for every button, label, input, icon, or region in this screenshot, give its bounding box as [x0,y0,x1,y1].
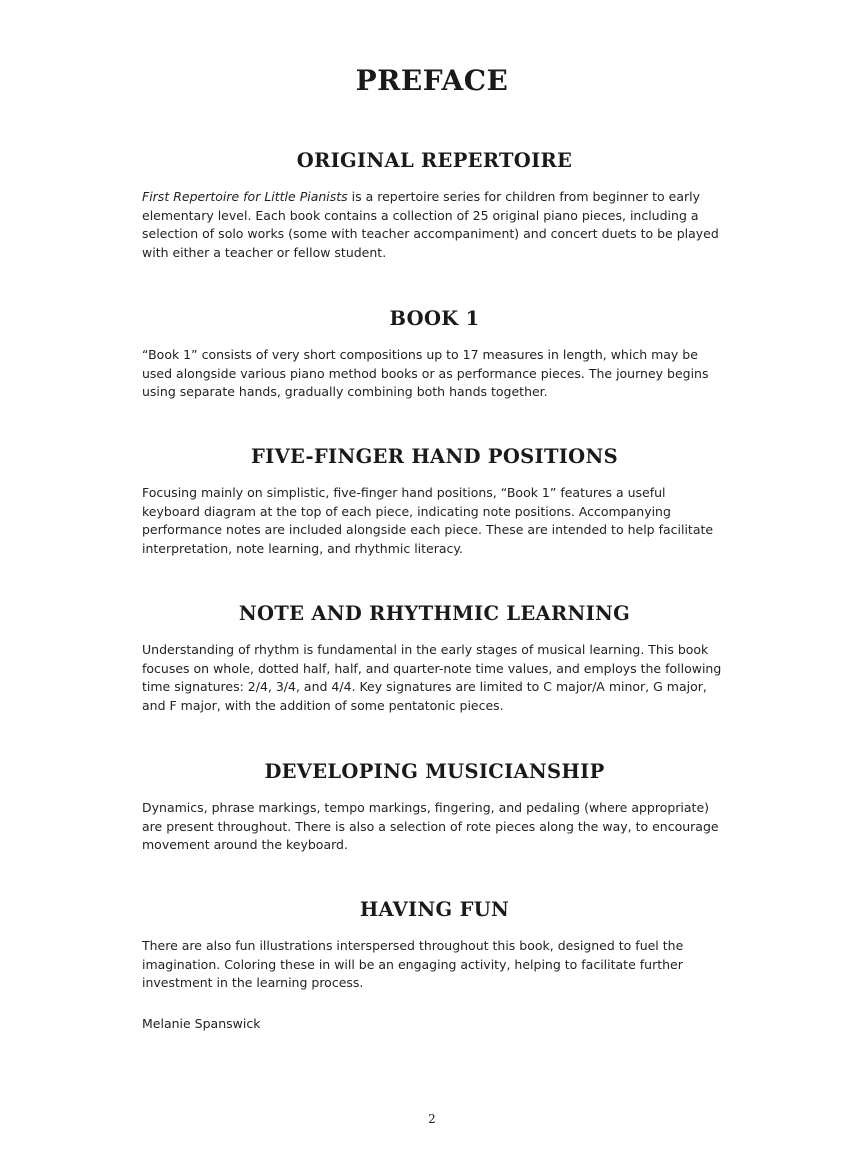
section-book-1 [142,307,727,402]
section-body: “Book 1” consists of very short compositions up to 17 measures in length, which may be used alongside various piano method books or as performance pieces. The journey begins using separate hands, gradually combining both hands together. [142,347,709,400]
section-heading: BOOK 1 [389,307,480,330]
section-five-finger-hand-positions [142,445,727,558]
section-heading: HAVING FUN [359,898,510,921]
section-having-fun [142,898,727,993]
series-title-italic: First Repertoire for Little Pianists [142,189,348,204]
section-body-text: is a repertoire series for children from beginner to early elementary level. Each book contains a collection of 25 original piano pieces, including a selection of solo works (some with teacher accompaniment) and concert duets to be played with either a teacher or fellow student. [142,189,719,260]
section-developing-musicianship [142,760,727,855]
section-heading: DEVELOPING MUSICIANSHIP [264,760,605,783]
page-title: PREFACE [355,64,509,97]
section-original-repertoire [142,149,727,262]
section-body: Understanding of rhythm is fundamental in the early stages of musical learning. This book focuses on whole, dotted half, half, and quarter-note time values, and employs the following time signatures: 2/4, 3/4, and 4/4. Key signatures are limited to C major/A minor, G major, and F major, with the addition of some pentatonic pieces. [142,642,722,713]
section-body [142,188,727,262]
section-note-and-rhythmic-learning [142,602,727,715]
section-body: Dynamics, phrase markings, tempo markings, fingering, and pedaling (where appropriate) are present throughout. There is also a selection of rote pieces along the way, to encourage movement around the keyboard. [142,800,719,853]
author-signature: Melanie Spanswick [142,1016,261,1031]
section-heading: ORIGINAL REPERTOIRE [296,149,573,172]
section-body: Focusing mainly on simplistic, five-finger hand positions, “Book 1” features a useful keyboard diagram at the top of each piece, indicating note positions. Accompanying performance notes are included alongside each piece. These are intended to help facilitate interpretation, note learning, and rhythmic literacy. [142,485,714,556]
section-body: There are also fun illustrations interspersed throughout this book, designed to fuel the imagination. Coloring these in will be an engaging activity, helping to facilitate further investment in the learning process. [142,938,684,991]
section-heading: NOTE AND RHYTHMIC LEARNING [238,602,631,625]
section-heading: FIVE-FINGER HAND POSITIONS [251,445,618,468]
page-number: 2 [428,1112,436,1126]
